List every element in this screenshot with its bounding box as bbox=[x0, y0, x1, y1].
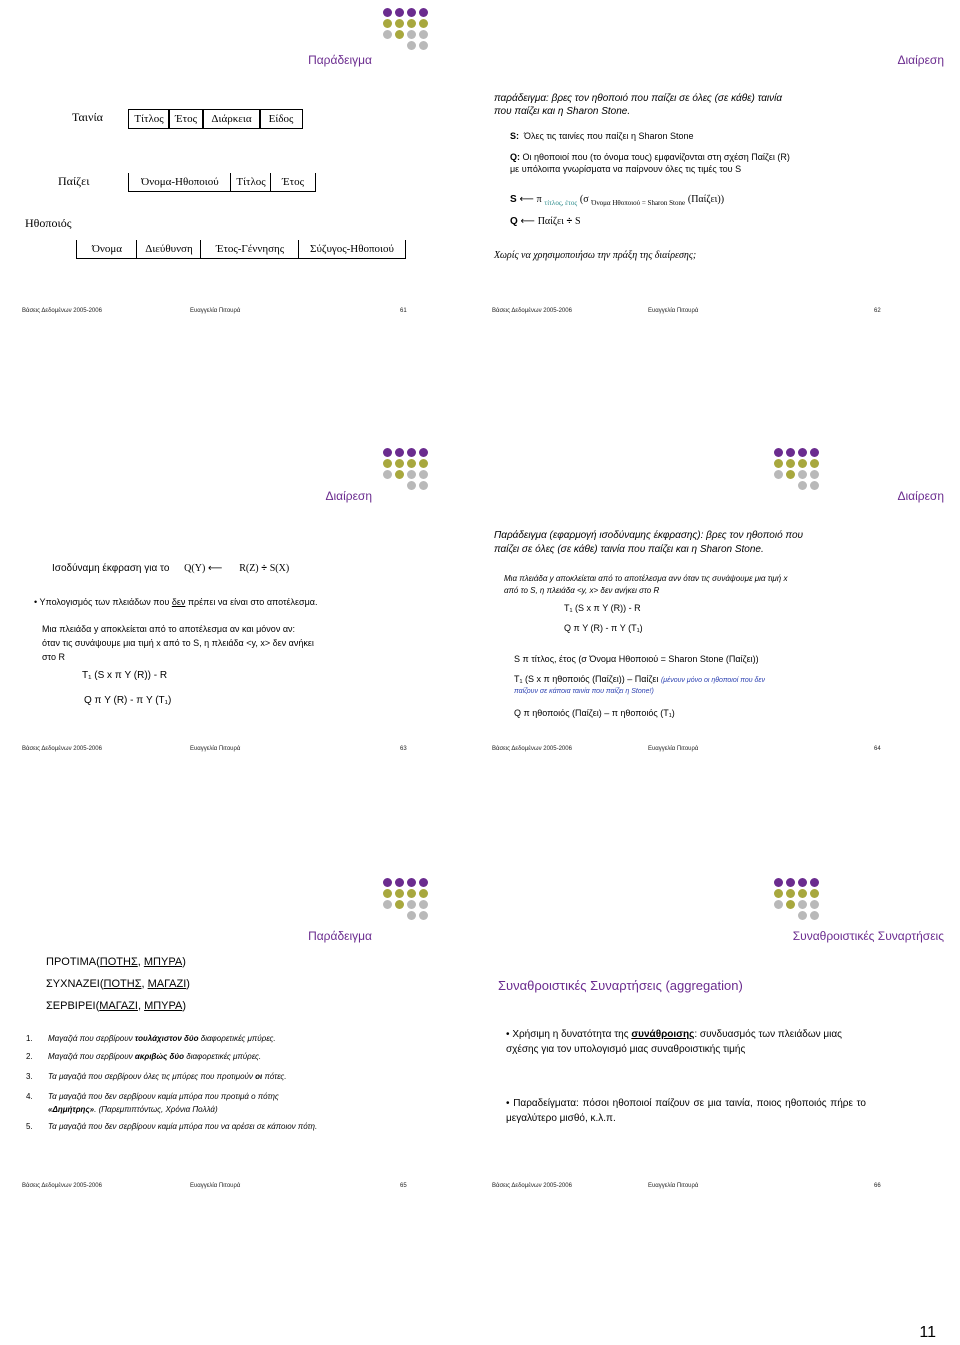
slide-64 bbox=[480, 440, 960, 770]
formula-q: Q π Y (R) - π Y (T₁) bbox=[84, 695, 172, 706]
slide-title: Παράδειγμα bbox=[308, 929, 372, 943]
decor-dot bbox=[810, 878, 819, 887]
bullet-text: Υπολογισμός των πλειάδων που bbox=[39, 597, 172, 607]
item-emph: τουλάχιστον δύο bbox=[134, 1034, 199, 1043]
decor-dot bbox=[798, 889, 807, 898]
footer-course: Βάσεις Δεδομένων 2005-2006 bbox=[22, 308, 102, 314]
attr-titlos: Τίτλος bbox=[128, 109, 170, 129]
decor-dot bbox=[395, 470, 404, 479]
footer-course: Βάσεις Δεδομένων 2005-2006 bbox=[22, 746, 102, 752]
schema-line bbox=[46, 956, 186, 968]
q-definition bbox=[510, 152, 790, 162]
decor-dot bbox=[774, 470, 783, 479]
schema-text: ) bbox=[182, 1000, 187, 1012]
list-item bbox=[26, 1090, 418, 1116]
expr-lhs: Q bbox=[510, 216, 518, 227]
relation: (Παίζει)) bbox=[687, 194, 725, 205]
decor-dot bbox=[383, 878, 392, 887]
decor-dot bbox=[395, 889, 404, 898]
item-text: διαφορετικές μπύρες. bbox=[198, 1034, 276, 1043]
decor-dot bbox=[786, 470, 795, 479]
decor-dot bbox=[774, 900, 783, 909]
slide-number: 61 bbox=[400, 308, 407, 314]
footer-course: Βάσεις Δεδομένων 2005-2006 bbox=[22, 1183, 102, 1189]
decor-dot bbox=[786, 459, 795, 468]
slide-title: Διαίρεση bbox=[325, 489, 372, 503]
list-item bbox=[26, 1072, 287, 1081]
slide-title: Διαίρεση bbox=[897, 489, 944, 503]
bullet-text: πρέπει να είναι στο αποτέλεσμα. bbox=[185, 597, 318, 607]
decor-dots bbox=[774, 448, 830, 492]
expr-s: S(X) bbox=[269, 563, 290, 574]
bullet-text: : συνδυασμός των πλειάδων μιας σχέσης για τον υπολογισμό μιας συναθροιστικής τιμής bbox=[506, 1029, 843, 1055]
decor-dot bbox=[407, 30, 416, 39]
decor-dot bbox=[810, 900, 819, 909]
item-number: 5. bbox=[26, 1122, 33, 1131]
explain: Μια πλειάδα y αποκλείεται από το αποτέλεσμα ανν όταν τις συνάψουμε μια τιμή x bbox=[504, 574, 788, 583]
decor-dots bbox=[383, 878, 439, 922]
decor-dot bbox=[419, 911, 428, 920]
decor-dot bbox=[810, 481, 819, 490]
attr-eidos: Είδος bbox=[259, 109, 303, 129]
decor-dot bbox=[407, 900, 416, 909]
decor-dots bbox=[383, 8, 439, 52]
decor-dot bbox=[798, 470, 807, 479]
slide-number: 65 bbox=[400, 1183, 407, 1189]
expr-q: Q(Y) bbox=[184, 563, 206, 574]
decor-dot bbox=[798, 900, 807, 909]
formula-t1: T₁ (S x π Y (R)) - R bbox=[82, 670, 168, 681]
footer-course: Βάσεις Δεδομένων 2005-2006 bbox=[492, 308, 572, 314]
list-item bbox=[26, 1122, 317, 1131]
relation-tainia: Ταινία bbox=[72, 110, 103, 124]
decor-dot bbox=[786, 900, 795, 909]
item-text: Τα μαγαζιά που δεν σερβίρουν καμία μπύρα που προτιμά ο πότης bbox=[48, 1092, 279, 1101]
slide-number: 64 bbox=[874, 746, 881, 752]
note: (μένουν μόνο οι ηθοποιοί που δεν bbox=[660, 677, 765, 684]
decor-dot bbox=[419, 470, 428, 479]
pi-subscript: τίτλος, έτος bbox=[544, 199, 578, 207]
schema-text: ) bbox=[186, 978, 190, 990]
equiv-line: Ισοδύναμη έκφραση για το Q(Y) ⟵ R(Z) ÷ S(X) bbox=[52, 563, 290, 574]
intro-line: παράδειγμα: βρες τον ηθοποιό που παίζει σε όλες (σε κάθε) ταινία bbox=[494, 93, 783, 104]
attr-onoma: Όνομα bbox=[76, 240, 137, 259]
schema-line bbox=[46, 978, 190, 990]
bullet-text: Παραδείγματα: πόσοι ηθοποιοί παίζουν σε μια ταινία, ποιος ηθοποιός πήρε το μεγαλύτερο μισθό, κ.λ.π. bbox=[506, 1098, 866, 1124]
decor-dot bbox=[407, 459, 416, 468]
bullet-emph: δεν bbox=[171, 597, 186, 607]
attr-onoma-ithopoiou: Όνομα-Ηθοποιού bbox=[128, 173, 231, 192]
q-text: Οι ηθοποιοί που (το όνομα τους) εμφανίζονται στη σχέση Παίζει (R) bbox=[522, 152, 790, 162]
question: Χωρίς να χρησιμοποιήσω την πράξη της διαίρεσης; bbox=[494, 250, 697, 261]
decor-dot bbox=[419, 889, 428, 898]
schema-text: , bbox=[141, 978, 148, 990]
expr-q: Q ⟵ Παίζει ÷ S bbox=[510, 216, 581, 227]
attr-dieuthynsi: Διεύθυνση bbox=[136, 240, 201, 259]
decor-dot bbox=[810, 911, 819, 920]
decor-dot bbox=[395, 8, 404, 17]
attr-syzygos: Σύζυγος-Ηθοποιού bbox=[298, 240, 406, 259]
decor-dot bbox=[810, 889, 819, 898]
decor-dot bbox=[419, 878, 428, 887]
decor-dot bbox=[407, 878, 416, 887]
schema-key: ΜΑΓΑΖΙ bbox=[99, 1000, 138, 1012]
decor-dot bbox=[395, 19, 404, 28]
para: στο R bbox=[42, 652, 65, 662]
decor-dot bbox=[383, 448, 392, 457]
decor-dot bbox=[407, 889, 416, 898]
slide-63 bbox=[0, 440, 480, 770]
decor-dot bbox=[419, 900, 428, 909]
decor-dot bbox=[407, 448, 416, 457]
item-text: Τα μαγαζιά που δεν σερβίρουν καμία μπύρα που να αρέσει σε κάποιον πότη. bbox=[48, 1122, 318, 1131]
decor-dot bbox=[810, 448, 819, 457]
decor-dot bbox=[798, 459, 807, 468]
sigma-condition: Όνομα Ηθοποιού = Sharon Stone bbox=[591, 199, 686, 207]
division-symbol: ÷ bbox=[566, 216, 573, 227]
attr-etos-gennisis: Έτος-Γέννησης bbox=[200, 240, 299, 259]
decor-dot bbox=[383, 900, 392, 909]
bullet: • Υπολογισμός των πλειάδων που δεν πρέπει να είναι στο αποτέλεσμα. bbox=[34, 597, 318, 607]
pi-symbol: π bbox=[536, 194, 542, 205]
decor-dot bbox=[774, 878, 783, 887]
para: όταν τις συνάψουμε μια τιμή x από το S, η πλειάδα <y, x> δεν ανήκει bbox=[42, 638, 314, 648]
expr-lhs: S bbox=[510, 194, 517, 205]
decor-dot bbox=[407, 481, 416, 490]
decor-dot bbox=[383, 30, 392, 39]
decor-dots bbox=[774, 878, 830, 922]
schema-key: ΠΟΤΗΣ bbox=[103, 978, 142, 990]
decor-dot bbox=[774, 459, 783, 468]
relation-paizei: Παίζει bbox=[58, 174, 90, 188]
schema-key: ΜΠΥΡΑ bbox=[144, 1000, 183, 1012]
footer-course: Βάσεις Δεδομένων 2005-2006 bbox=[492, 746, 572, 752]
intro-line: που παίζει και η Sharon Stone. bbox=[494, 106, 631, 117]
decor-dot bbox=[774, 448, 783, 457]
schema-text: ΠΡΟΤΙΜΑ( bbox=[46, 956, 100, 968]
decor-dot bbox=[407, 470, 416, 479]
note: παίζουν σε κάποια ταινία που παίζει η Stone!) bbox=[514, 688, 654, 695]
bullet: • Χρήσιμη η δυνατότητα της συνάθροισης: συνδυασμός των πλειάδων μιας σχέσης για τον υπολογισμό μιας συναθροιστικής τιμής bbox=[506, 1029, 843, 1055]
footer-author: Ευαγγελία Πιτουρά bbox=[648, 746, 699, 752]
slide-65 bbox=[0, 870, 480, 1200]
decor-dot bbox=[786, 448, 795, 457]
item-number: 3. bbox=[26, 1072, 33, 1081]
decor-dots bbox=[383, 448, 439, 492]
s-definition bbox=[510, 131, 694, 141]
decor-dot bbox=[810, 470, 819, 479]
decor-dot bbox=[383, 19, 392, 28]
heading: Παράδειγμα (εφαρμογή ισοδύναμης έκφρασης): βρες τον ηθοποιό που bbox=[494, 530, 804, 541]
schema-key: ΠΟΤΗΣ bbox=[99, 956, 138, 968]
item-text: Μαγαζιά που σερβίρουν bbox=[48, 1034, 135, 1043]
decor-dot bbox=[383, 470, 392, 479]
item-text: πότες. bbox=[262, 1072, 287, 1081]
slide-66 bbox=[480, 870, 960, 1200]
decor-dot bbox=[407, 19, 416, 28]
schema-text: ) bbox=[182, 956, 186, 968]
decor-dot bbox=[798, 878, 807, 887]
footer-author: Ευαγγελία Πιτουρά bbox=[648, 1183, 699, 1189]
schema-line bbox=[46, 1000, 186, 1012]
slide-title: Διαίρεση bbox=[897, 53, 944, 67]
item-emph: οι bbox=[255, 1072, 263, 1081]
bullet-emph: συνάθροισης bbox=[631, 1029, 695, 1040]
footer-author: Ευαγγελία Πιτουρά bbox=[648, 308, 699, 314]
expr-t1-text: T₁ (S x π ηθοποιός (Παίζει)) – Παίζει bbox=[514, 674, 659, 684]
s-text: Όλες τις ταινίες που παίζει η Sharon Stone bbox=[524, 131, 694, 141]
expr-r: R(Z) bbox=[239, 563, 259, 574]
footer-author: Ευαγγελία Πιτουρά bbox=[190, 308, 241, 314]
decor-dot bbox=[419, 448, 428, 457]
relation: S bbox=[574, 216, 581, 227]
para: Μια πλειάδα y αποκλείεται από το αποτέλεσμα αν και μόνον αν: bbox=[42, 624, 296, 634]
item-emph: ακριβώς δύο bbox=[134, 1052, 185, 1061]
division-symbol: ÷ bbox=[261, 563, 267, 574]
equiv-text: Ισοδύναμη έκφραση για το bbox=[52, 563, 170, 574]
decor-dot bbox=[419, 19, 428, 28]
decor-dot bbox=[419, 481, 428, 490]
decor-dot bbox=[407, 911, 416, 920]
slide-title: Συναθροιστικές Συναρτήσεις bbox=[792, 929, 944, 943]
decor-dot bbox=[810, 459, 819, 468]
q-label: Q: bbox=[510, 152, 520, 162]
item-number: 1. bbox=[26, 1034, 33, 1043]
decor-dot bbox=[407, 8, 416, 17]
heading: παίζει σε όλες (σε κάθε) ταινία που παίζει και η Sharon Stone. bbox=[494, 544, 764, 555]
decor-dot bbox=[419, 30, 428, 39]
slide-title: Παράδειγμα bbox=[308, 53, 372, 67]
slide-62 bbox=[480, 0, 960, 330]
schema-text: ΣΥΧΝΑΖΕΙ( bbox=[46, 978, 104, 990]
expr-q: Q π ηθοποιός (Παίζει) – π ηθοποιός (T₁) bbox=[514, 708, 675, 718]
decor-dot bbox=[798, 481, 807, 490]
item-text: . (Παρεμπιπτόντως, Χρόνια Πολλά) bbox=[94, 1105, 218, 1114]
item-text: Τα μαγαζιά που σερβίρουν όλες τις μπύρες που προτιμούν bbox=[48, 1072, 256, 1081]
slide-number: 62 bbox=[874, 308, 881, 314]
decor-dot bbox=[395, 448, 404, 457]
bullet-text: Χρήσιμη η δυνατότητα της bbox=[512, 1029, 632, 1040]
slide-number: 66 bbox=[874, 1183, 881, 1189]
slide-61 bbox=[0, 0, 480, 330]
decor-dot bbox=[395, 459, 404, 468]
page-number: 11 bbox=[919, 1324, 936, 1341]
decor-dot bbox=[383, 459, 392, 468]
footer-author: Ευαγγελία Πιτουρά bbox=[190, 746, 241, 752]
attr-etos: Έτος bbox=[270, 173, 316, 192]
decor-dot bbox=[383, 889, 392, 898]
schema-key: ΜΑΓΑΖΙ bbox=[147, 978, 187, 990]
item-text: διαφορετικές μπύρες. bbox=[184, 1052, 262, 1061]
formula-t1: T₁ (S x π Y (R)) - R bbox=[564, 603, 641, 613]
relation: Παίζει bbox=[537, 216, 564, 227]
schema-text: ΣΕΡΒΙΡΕΙ( bbox=[46, 1000, 100, 1012]
decor-dot bbox=[419, 41, 428, 50]
attr-titlos: Τίτλος bbox=[230, 173, 271, 192]
decor-dot bbox=[798, 911, 807, 920]
slide-number: 63 bbox=[400, 746, 407, 752]
s-label: S: bbox=[510, 131, 519, 141]
relation-ithopoios: Ηθοποιός bbox=[25, 216, 72, 230]
q-definition-cont: με υπόλοιπα γνωρίσματα να παίρνουν όλες τις τιμές του S bbox=[510, 164, 742, 174]
decor-dot bbox=[419, 459, 428, 468]
decor-dot bbox=[798, 448, 807, 457]
footer-course: Βάσεις Δεδομένων 2005-2006 bbox=[492, 1183, 572, 1189]
sigma-symbol: (σ bbox=[579, 194, 589, 205]
item-number: 2. bbox=[26, 1052, 33, 1061]
item-text: Μαγαζιά που σερβίρουν bbox=[48, 1052, 135, 1061]
list-item bbox=[26, 1034, 276, 1043]
item-emph: «Δημήτρης» bbox=[48, 1105, 95, 1114]
explain: από το S, η πλειάδα <y, x> δεν ανήκει στο R bbox=[504, 586, 660, 595]
schema-text: , bbox=[137, 956, 144, 968]
schema-text: , bbox=[137, 1000, 145, 1012]
expr-t1 bbox=[514, 674, 765, 684]
attr-etos: Έτος bbox=[168, 109, 204, 129]
decor-dot bbox=[407, 41, 416, 50]
decor-dot bbox=[419, 8, 428, 17]
expr-s: S ⟵ π $_{\tau ί\tau\lambda o\varsigma, έ\tau o\varsigma}$ (σ $_{Ό\nu o\mu\alpha H\theta o\pi o\iota oύ = Sharon Stone}$ (Παίζει)) bbox=[510, 194, 725, 207]
footer-author: Ευαγγελία Πιτουρά bbox=[190, 1183, 241, 1189]
decor-dot bbox=[774, 889, 783, 898]
decor-dot bbox=[786, 878, 795, 887]
decor-dot bbox=[383, 8, 392, 17]
formula-q: Q π Y (R) - π Y (T₁) bbox=[564, 623, 643, 633]
decor-dot bbox=[395, 878, 404, 887]
decor-dot bbox=[395, 900, 404, 909]
bullet: • Παραδείγματα: πόσοι ηθοποιοί παίζουν σε μια ταινία, ποιος ηθοποιός πήρε το μεγαλύτερο μισθό, κ.λ.π. bbox=[506, 1098, 866, 1124]
schema-key: ΜΠΥΡΑ bbox=[143, 956, 183, 968]
attr-diarkeia: Διάρκεια bbox=[202, 109, 261, 129]
item-number: 4. bbox=[26, 1092, 33, 1101]
decor-dot bbox=[786, 889, 795, 898]
expr-s: S π τίτλος, έτος (σ Όνομα Ηθοποιού = Sharon Stone (Παίζει)) bbox=[514, 654, 759, 664]
decor-dot bbox=[395, 30, 404, 39]
list-item bbox=[26, 1052, 261, 1061]
heading: Συναθροιστικές Συναρτήσεις (aggregation) bbox=[498, 978, 743, 993]
